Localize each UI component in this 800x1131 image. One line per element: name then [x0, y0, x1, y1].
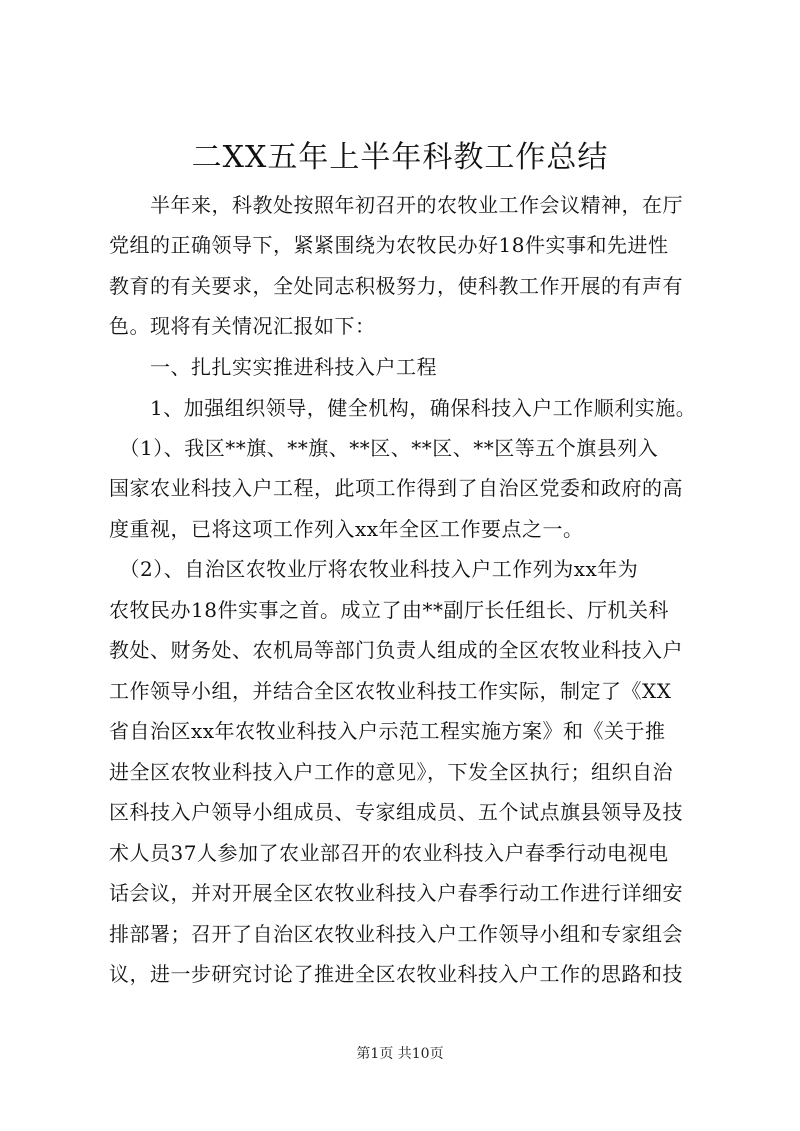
body-line: 议，进一步研究讨论了推进全区农牧业科技入户工作的思路和技 [109, 962, 683, 986]
section-heading: 一、扎扎实实推进科技入户工程 [109, 355, 437, 379]
subsection-heading: 1、加强组织领导，健全机构，确保科技入户工作顺利实施。 [109, 396, 697, 420]
body-line: 省自治区xx年农牧业科技入户示范工程实施方案》和《关于推 [109, 719, 666, 743]
body-line: 农牧民办18件实事之首。成立了由**副厅长任组长、厅机关科 [109, 598, 669, 622]
body-line: 半年来，科教处按照年初召开的农牧业工作会议精神，在厅 [109, 193, 683, 217]
body-line: 色。现将有关情况汇报如下： [109, 314, 376, 338]
body-line: 进全区农牧业科技入户工作的意见》，下发全区执行；组织自治 [109, 760, 673, 784]
body-line: 度重视，已将这项工作列入xx年全区工作要点之一。 [109, 517, 584, 541]
body-line: （1）、我区**旗、**旗、**区、**区、**区等五个旗县列入 [109, 436, 659, 460]
body-line: 话会议，并对开展全区农牧业科技入户春季行动工作进行详细安 [109, 881, 683, 905]
body-line: 排部署；召开了自治区农牧业科技入户工作领导小组和专家组会 [109, 922, 683, 946]
body-line: 术人员37人参加了农业部召开的农业科技入户春季行动电视电 [109, 841, 669, 865]
body-line: 国家农业科技入户工程，此项工作得到了自治区党委和政府的高 [109, 476, 683, 500]
page-number-footer: 第1页 共10页 [356, 1046, 444, 1062]
body-line: 区科技入户领导小组成员、专家组成员、五个试点旗县领导及技 [109, 800, 683, 824]
body-line: 教育的有关要求，全处同志积极努力，使科教工作开展的有声有 [109, 274, 683, 298]
page-title: 二XX五年上半年科教工作总结 [191, 140, 609, 175]
body-line: 党组的正确领导下，紧紧围绕为农牧民办好18件实事和先进性 [109, 233, 669, 257]
body-line: 教处、财务处、农机局等部门负责人组成的全区农牧业科技入户 [109, 638, 683, 662]
body-line: （2）、自治区农牧业厅将农牧业科技入户工作列为xx年为 [109, 557, 639, 581]
body-line: 工作领导小组，并结合全区农牧业科技工作实际，制定了《XX [109, 679, 672, 703]
